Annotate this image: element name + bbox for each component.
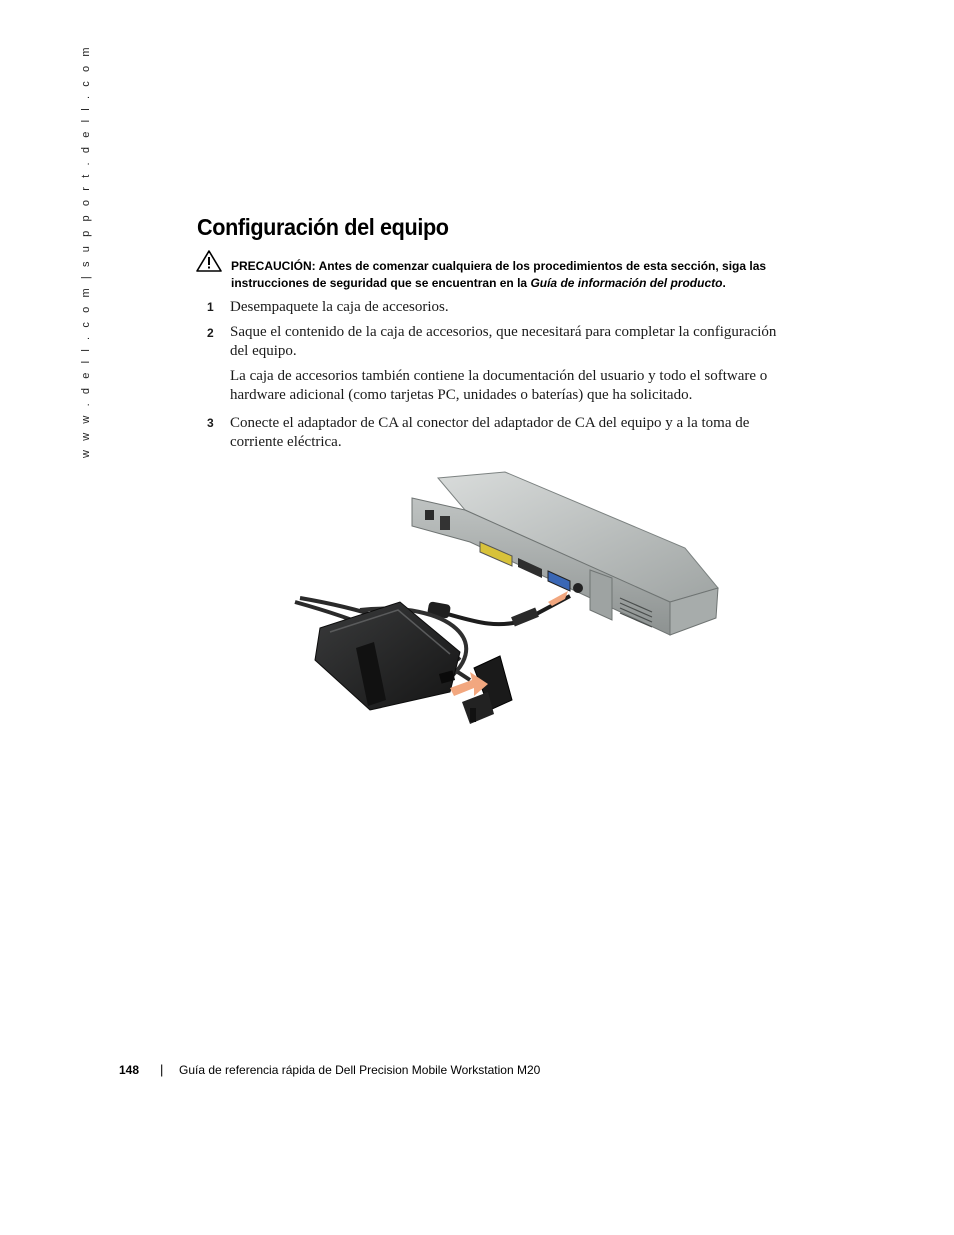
side-url: w w w . d e l l . c o m | s u p p o r t . d e l l . c o m — [80, 44, 92, 458]
caution-guide-title: Guía de información del producto — [530, 276, 723, 290]
footer-doc-title: Guía de referencia rápida de Dell Precision Mobile Workstation M20 — [179, 1063, 541, 1077]
step-2-line-2: del equipo. — [230, 343, 297, 359]
step-3-line-2: corriente eléctrica. — [230, 434, 342, 450]
page-number: 148 — [119, 1063, 140, 1077]
note-paragraph — [230, 367, 810, 405]
caution-line1: Antes de comenzar cualquiera de los procedimientos de esta sección, siga las — [318, 259, 767, 273]
note-line-1: La caja de accesorios también contiene la documentación del usuario y todo el software o — [230, 368, 768, 384]
step-1-number: 1 — [207, 300, 214, 314]
step-3-text — [230, 414, 810, 452]
caution-period: . — [722, 276, 726, 290]
ac-adapter-illustration — [290, 470, 730, 740]
step-1-text — [230, 298, 810, 317]
caution-line2: instrucciones de seguridad que se encuentran en la — [231, 276, 528, 290]
step-2-line-1: Saque el contenido de la caja de accesorios, que necesitará para completar la configuración — [230, 324, 777, 340]
step-2-number: 2 — [207, 326, 214, 340]
caution-text — [231, 258, 831, 292]
note-line-2: hardware adicional (como tarjetas PC, unidades o baterías) que ha solicitado. — [230, 387, 693, 403]
caution-label: PRECAUCIÓN: — [231, 259, 316, 273]
caution-icon — [196, 250, 222, 272]
footer-separator: | — [160, 1062, 164, 1077]
page-title: Configuración del equipo — [197, 214, 449, 240]
step-1-line-1: Desempaquete la caja de accesorios. — [230, 299, 449, 315]
step-3-line-1: Conecte el adaptador de CA al conector del adaptador de CA del equipo y a la toma de — [230, 415, 750, 431]
step-2-text — [230, 323, 810, 361]
step-3-number: 3 — [207, 416, 214, 430]
